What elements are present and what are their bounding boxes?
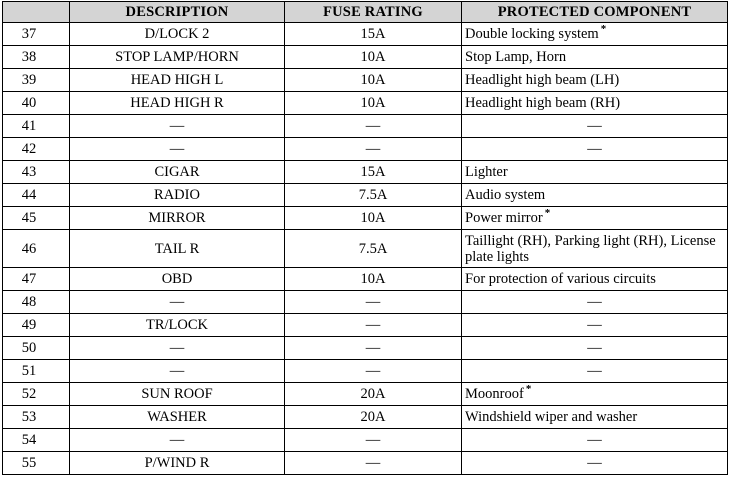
- fuse-rating: [285, 23, 462, 46]
- protected-component: [462, 230, 728, 268]
- fuse-number: [3, 46, 70, 69]
- fuse-description-text: CIGAR: [154, 164, 200, 180]
- fuse-table: [2, 1, 728, 475]
- protected-component-text: —: [587, 118, 602, 134]
- header-row: [3, 2, 728, 23]
- protected-component: [462, 429, 728, 452]
- protected-component: [462, 138, 728, 161]
- fuse-description: [70, 268, 285, 291]
- fuse-number: [3, 268, 70, 291]
- fuse-number-text: 39: [21, 72, 37, 88]
- table-row: [3, 115, 728, 138]
- table-row: [3, 46, 728, 69]
- table-row: [3, 406, 728, 429]
- fuse-number: [3, 115, 70, 138]
- fuse-number-text: 48: [21, 294, 37, 310]
- fuse-number-text: 43: [21, 164, 37, 180]
- fuse-rating: [285, 207, 462, 230]
- fuse-rating: [285, 92, 462, 115]
- fuse-description: [70, 115, 285, 138]
- fuse-rating: [285, 46, 462, 69]
- protected-component-text: —: [587, 141, 602, 157]
- fuse-number-text: 53: [21, 409, 37, 425]
- fuse-rating-text: 10A: [360, 210, 386, 226]
- table-row: [3, 337, 728, 360]
- fuse-rating: [285, 360, 462, 383]
- fuse-rating: [285, 230, 462, 268]
- protected-component-text: Headlight high beam (LH): [465, 72, 620, 88]
- fuse-description: [70, 406, 285, 429]
- fuse-number-text: 42: [21, 141, 37, 157]
- fuse-description: [70, 46, 285, 69]
- fuse-number-text: 55: [21, 455, 37, 471]
- fuse-description-text: —: [169, 340, 185, 356]
- protected-component-text: —: [587, 294, 602, 310]
- table-row: [3, 314, 728, 337]
- fuse-number: [3, 92, 70, 115]
- fuse-rating-text: —: [365, 317, 381, 333]
- header-fuse-rating: FUSE RATING: [285, 2, 462, 23]
- fuse-description: [70, 230, 285, 268]
- fuse-rating-text: —: [365, 455, 381, 471]
- fuse-number: [3, 184, 70, 207]
- fuse-description: [70, 23, 285, 46]
- protected-component-text: Taillight (RH), Parking light (RH), License plate lights: [465, 232, 716, 265]
- fuse-rating: [285, 314, 462, 337]
- protected-component: [462, 383, 728, 406]
- table-row: [3, 268, 728, 291]
- fuse-description: [70, 360, 285, 383]
- fuse-number-text: 50: [21, 340, 37, 356]
- header-protected-component: PROTECTED COMPONENT: [462, 2, 728, 23]
- fuse-rating-text: —: [365, 363, 381, 379]
- fuse-description: [70, 429, 285, 452]
- table-row: [3, 429, 728, 452]
- fuse-number: [3, 406, 70, 429]
- protected-component: [462, 115, 728, 138]
- table-row: [3, 291, 728, 314]
- fuse-rating-text: 10A: [360, 72, 386, 88]
- protected-component-text: —: [587, 340, 602, 356]
- protected-component: [462, 360, 728, 383]
- protected-component: [462, 452, 728, 475]
- table-row: [3, 184, 728, 207]
- fuse-description: [70, 207, 285, 230]
- fuse-rating-text: —: [365, 294, 381, 310]
- protected-component-text: Lighter: [465, 164, 508, 180]
- protected-component-text: Audio system: [465, 187, 546, 203]
- fuse-number: [3, 314, 70, 337]
- fuse-description-text: P/WIND R: [144, 455, 210, 471]
- protected-component-text: —: [587, 432, 602, 448]
- fuse-rating: [285, 452, 462, 475]
- protected-component: [462, 46, 728, 69]
- fuse-description-text: SUN ROOF: [141, 386, 213, 402]
- footnote-asterisk: *: [544, 207, 551, 220]
- fuse-description-text: D/LOCK 2: [144, 26, 210, 42]
- footnote-asterisk: *: [525, 383, 532, 396]
- fuse-rating-text: 20A: [360, 409, 386, 425]
- fuse-description-text: —: [169, 141, 185, 157]
- fuse-description-text: —: [169, 118, 185, 134]
- fuse-description: [70, 314, 285, 337]
- protected-component-text: Windshield wiper and washer: [465, 409, 638, 425]
- fuse-rating: [285, 337, 462, 360]
- fuse-description-text: —: [169, 432, 185, 448]
- fuse-rating: [285, 115, 462, 138]
- fuse-description: [70, 184, 285, 207]
- fuse-description: [70, 291, 285, 314]
- fuse-number: [3, 230, 70, 268]
- fuse-rating: [285, 69, 462, 92]
- table-row: [3, 383, 728, 406]
- protected-component: [462, 184, 728, 207]
- fuse-number-text: 54: [21, 432, 37, 448]
- fuse-description: [70, 383, 285, 406]
- fuse-description: [70, 452, 285, 475]
- protected-component: [462, 291, 728, 314]
- protected-component: [462, 161, 728, 184]
- fuse-number: [3, 161, 70, 184]
- fuse-number: [3, 69, 70, 92]
- fuse-rating-text: 7.5A: [358, 240, 388, 257]
- protected-component: [462, 69, 728, 92]
- fuse-description-text: STOP LAMP/HORN: [115, 49, 239, 65]
- fuse-number-text: 47: [21, 271, 37, 287]
- fuse-number-text: 52: [21, 386, 37, 402]
- fuse-rating: [285, 161, 462, 184]
- fuse-number-text: 41: [21, 118, 37, 134]
- fuse-number-text: 44: [21, 187, 37, 203]
- fuse-number: [3, 429, 70, 452]
- fuse-rating: [285, 291, 462, 314]
- fuse-number: [3, 291, 70, 314]
- protected-component: [462, 92, 728, 115]
- fuse-rating-text: 10A: [360, 95, 386, 111]
- fuse-description-text: TAIL R: [154, 240, 200, 257]
- fuse-number: [3, 360, 70, 383]
- fuse-number-text: 46: [21, 240, 37, 257]
- fuse-number: [3, 207, 70, 230]
- protected-component-text: Headlight high beam (RH): [465, 95, 621, 111]
- fuse-rating-text: —: [365, 432, 381, 448]
- fuse-rating: [285, 429, 462, 452]
- fuse-number-text: 51: [21, 363, 37, 379]
- protected-component: [462, 406, 728, 429]
- table-row: [3, 452, 728, 475]
- protected-component-text: —: [587, 455, 602, 471]
- fuse-description-text: HEAD HIGH R: [130, 95, 224, 111]
- header-description: DESCRIPTION: [70, 2, 285, 23]
- fuse-number: [3, 452, 70, 475]
- table-row: [3, 360, 728, 383]
- fuse-rating: [285, 138, 462, 161]
- fuse-description-text: TR/LOCK: [145, 317, 209, 333]
- fuse-number: [3, 337, 70, 360]
- fuse-number-text: 40: [21, 95, 37, 111]
- fuse-rating-text: 15A: [360, 164, 386, 180]
- fuse-description-text: —: [169, 294, 185, 310]
- table-row: [3, 230, 728, 268]
- protected-component: [462, 23, 728, 46]
- protected-component: [462, 207, 728, 230]
- fuse-description-text: MIRROR: [148, 210, 206, 226]
- protected-component: [462, 314, 728, 337]
- fuse-description-text: —: [169, 363, 185, 379]
- fuse-description: [70, 138, 285, 161]
- protected-component-text: Moonroof: [465, 386, 524, 402]
- protected-component-text: Power mirror: [465, 210, 543, 226]
- protected-component-text: Double locking system: [465, 26, 599, 42]
- table-row: [3, 161, 728, 184]
- fuse-rating: [285, 406, 462, 429]
- fuse-rating-text: —: [365, 141, 381, 157]
- table-row: [3, 69, 728, 92]
- fuse-rating-text: 7.5A: [358, 187, 388, 203]
- fuse-number: [3, 383, 70, 406]
- protected-component-text: For protection of various circuits: [465, 271, 656, 287]
- protected-component: [462, 268, 728, 291]
- fuse-number-text: 45: [21, 210, 37, 226]
- fuse-rating-text: —: [365, 118, 381, 134]
- fuse-number: [3, 138, 70, 161]
- fuse-number-text: 37: [21, 26, 37, 42]
- fuse-rating-text: 15A: [360, 26, 386, 42]
- fuse-number-text: 49: [21, 317, 37, 333]
- fuse-description: [70, 69, 285, 92]
- protected-component-text: —: [587, 317, 602, 333]
- protected-component-text: Stop Lamp, Horn: [465, 49, 567, 65]
- fuse-rating: [285, 383, 462, 406]
- fuse-description: [70, 161, 285, 184]
- table-row: [3, 92, 728, 115]
- fuse-rating-text: 10A: [360, 271, 386, 287]
- table-row: [3, 23, 728, 46]
- header-number: [3, 2, 70, 23]
- fuse-rating-text: 10A: [360, 49, 386, 65]
- fuse-rating: [285, 268, 462, 291]
- fuse-description: [70, 92, 285, 115]
- fuse-rating-text: 20A: [360, 386, 386, 402]
- fuse-rating: [285, 184, 462, 207]
- fuse-rating-text: —: [365, 340, 381, 356]
- fuse-description-text: HEAD HIGH L: [130, 72, 224, 88]
- protected-component-text: —: [587, 363, 602, 379]
- footnote-asterisk: *: [600, 23, 607, 36]
- table-row: [3, 207, 728, 230]
- fuse-number-text: 38: [21, 49, 37, 65]
- fuse-description-text: WASHER: [147, 409, 207, 425]
- fuse-description-text: OBD: [161, 271, 193, 287]
- fuse-description-text: RADIO: [154, 187, 200, 203]
- protected-component: [462, 337, 728, 360]
- fuse-description: [70, 337, 285, 360]
- fuse-number: [3, 23, 70, 46]
- table-row: [3, 138, 728, 161]
